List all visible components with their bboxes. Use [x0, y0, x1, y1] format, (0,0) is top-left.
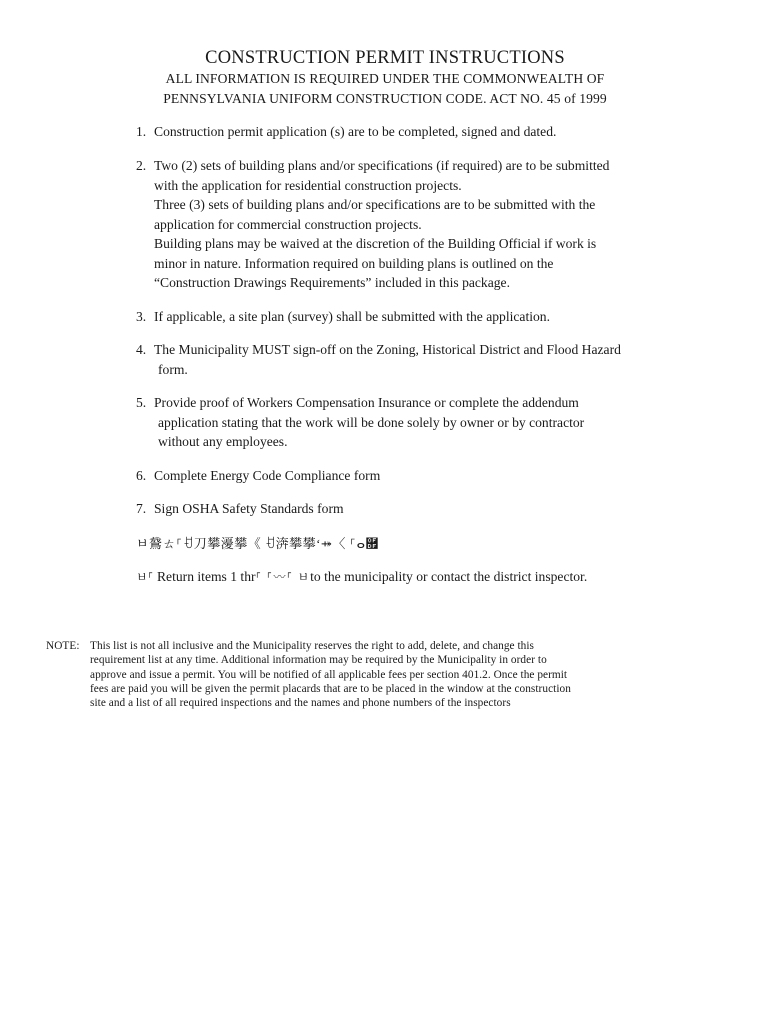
note-line: requirement list at any time. Additional information may be required by the Municipality in order to [90, 654, 547, 667]
page-title: CONSTRUCTION PERMIT INSTRUCTIONS [205, 48, 565, 68]
item-number: 3. [136, 309, 147, 324]
instruction-item-7 [136, 499, 696, 519]
item-line: without any employees. [158, 434, 288, 449]
item-line: Three (3) sets of building plans and/or specifications are to be submitted with the [154, 197, 596, 212]
subtitle-line-2: PENNSYLVANIA UNIFORM CONSTRUCTION CODE. ACT NO. 45 of 1999 [163, 91, 607, 106]
item-text [136, 499, 696, 519]
item-number: 7. [136, 501, 147, 516]
note-block [46, 639, 666, 710]
instruction-item-3 [136, 307, 696, 327]
item-9-text-b: to the municipality or contact the district inspector. [310, 569, 588, 584]
item-line: If applicable, a site plan (survey) shall be submitted with the application. [154, 309, 550, 324]
item-number: 6. [136, 468, 147, 483]
item-line: application for commercial construction projects. [154, 216, 422, 232]
note-line: This list is not all inclusive and the Municipality reserves the right to add, delete, and change this [90, 640, 535, 652]
item-line: Provide proof of Workers Compensation Insurance or complete the addendum [154, 395, 579, 410]
item-line: Building plans may be waived at the discretion of the Building Official if work is [154, 236, 597, 251]
item-line: form. [158, 361, 188, 377]
item-line: Complete Energy Code Compliance form [154, 468, 381, 483]
item-number: 4. [136, 342, 147, 357]
instruction-item-2 [136, 156, 696, 293]
item-line: Construction permit application (s) are to be completed, signed and dated. [154, 124, 557, 139]
item-text [136, 340, 696, 379]
item-line: minor in nature. Information required on building plans is outlined on the [154, 255, 554, 271]
garbled-item-8: ㅂ䳣ㄊ⸀ꀀ刀攀瀀攀《 ꀀ渀攀攀‘⤀〈 ⸀ⴰ࿟ [136, 536, 379, 551]
item-text [136, 307, 696, 327]
item-text [136, 122, 696, 142]
item-9-prefix: ㅂ⸀ [136, 570, 154, 584]
note-line: fees are paid you will be given the permit placards that are to be placed in the window at the construction [90, 682, 571, 695]
instruction-item-5 [136, 393, 696, 452]
note-body [46, 639, 666, 710]
item-9-text-a: Return items 1 thr [153, 569, 256, 584]
item-line: with the application for residential construction projects. [154, 177, 462, 193]
instruction-item-6 [136, 466, 696, 486]
item-number: 2. [136, 158, 147, 173]
item-number: 5. [136, 395, 147, 410]
instruction-item-9 [136, 567, 696, 588]
item-number: 1. [136, 124, 147, 139]
item-text [136, 156, 696, 293]
item-line: Sign OSHA Safety Standards form [154, 501, 344, 516]
instruction-item-4 [136, 340, 696, 379]
subtitle-line-1: ALL INFORMATION IS REQUIRED UNDER THE COMMONWEALTH OF [165, 71, 605, 86]
item-line: The Municipality MUST sign-off on the Zoning, Historical District and Flood Hazard [154, 342, 621, 357]
instruction-item-1 [136, 122, 696, 142]
note-line: approve and issue a permit. You will be notified of all applicable fees per section 401.2. Once the permit [90, 668, 568, 681]
note-label: NOTE: [46, 640, 80, 652]
item-text [136, 393, 696, 452]
item-9-glitch: ⸀ ⸀〰⸀ ㅂ [255, 570, 311, 584]
note-line: site and a list of all required inspections and the names and phone numbers of the inspectors [90, 697, 511, 710]
item-line: application stating that the work will be done solely by owner or by contractor [158, 414, 585, 430]
item-text [136, 466, 696, 486]
item-line: “Construction Drawings Requirements” included in this package. [154, 275, 510, 290]
item-line: Two (2) sets of building plans and/or specifications (if required) are to be submitted [154, 158, 610, 173]
